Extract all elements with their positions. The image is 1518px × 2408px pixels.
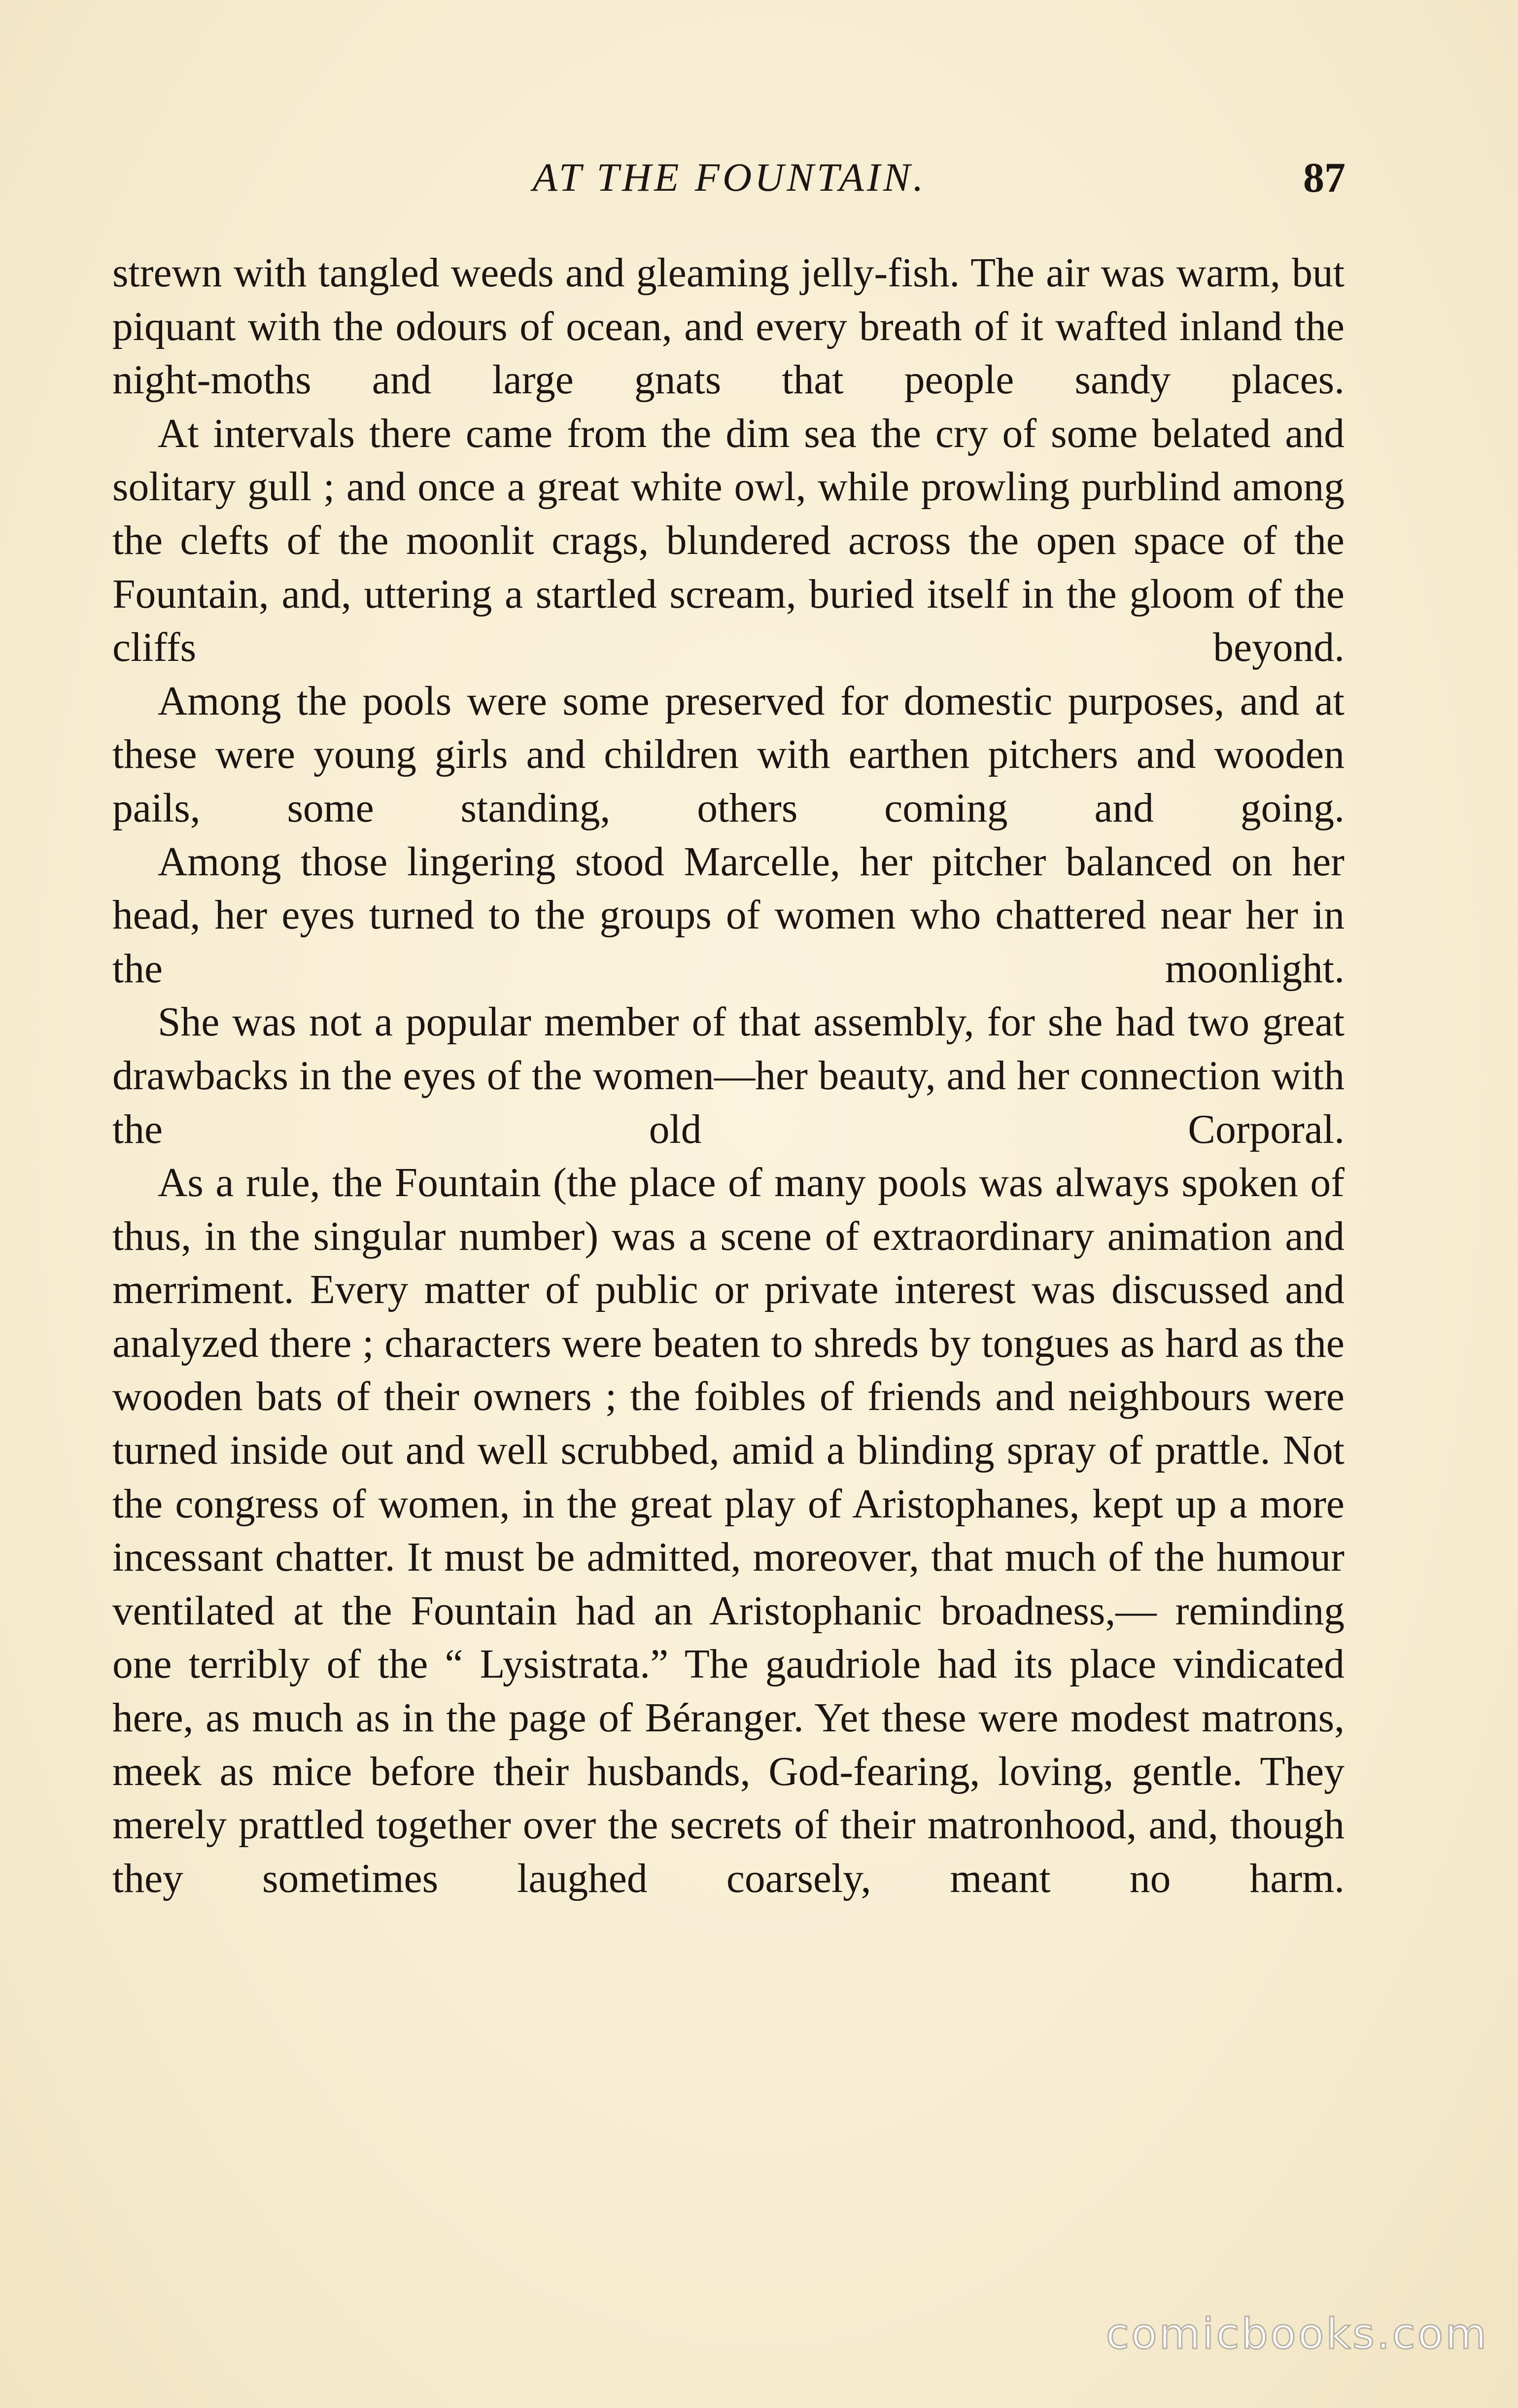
- body-text: [112, 246, 1345, 1905]
- paragraph-4: Among those lingering stood Marcelle, her pitcher balanced on her head, her eyes turned to the groups of women who chattered near her in the moonlight.: [112, 839, 1345, 992]
- site-watermark: comicbooks.com: [1105, 2309, 1488, 2359]
- paragraph-1: strewn with tangled weeds and gleaming jelly-fish. The air was warm, but piquant with the odours of ocean, and every breath of it wafted inland the night-moths and large gnats that people sandy places.: [112, 250, 1345, 403]
- paragraph-2: At intervals there came from the dim sea the cry of some belated and solitary gull ; and once a great white owl, while prowling purblind among the clefts of the moonlit crags, blundered across the open space of the Fountain, and, uttering a startled scream, buried itself in the gloom of the cliffs beyond.: [112, 411, 1345, 671]
- page-number: 87: [1303, 154, 1346, 201]
- running-head: [113, 148, 1346, 207]
- chapter-title: AT THE FOUNTAIN.: [532, 155, 927, 200]
- paragraph-6: As a rule, the Fountain (the place of many pools was always spoken of thus, in the singular number) was a scene of extraordinary animation and merriment. Every matter of public or private interest was discussed and analyzed there ; characters were beaten to shreds by tongues as hard as the wooden bats of their owners ; the foibles of friends and neighbours were turned inside out and well scrubbed, amid a blinding spray of prattle. Not the congress of women, in the great play of Aristophanes, kept up a more incessant chatter. It must be admitted, moreover, that much of the humour ventilated at the Fountain had an Aristophanic broadness,— reminding one terribly of the “ Lysistrata.” The gaudriole had its place vindicated here, as much as in the page of Béranger. Yet these were modest matrons, meek as mice before their husbands, God-fearing, loving, gentle. They merely prattled together over the secrets of their matronhood, and, though they sometimes laughed coarsely, meant no harm.: [112, 1160, 1345, 1901]
- paragraph-5: She was not a popular member of that assembly, for she had two great drawbacks in the eyes of the women—her beauty, and her connection with the old Corporal.: [112, 999, 1345, 1152]
- paragraph-3: Among the pools were some preserved for domestic purposes, and at these were young girls and children with earthen pitchers and wooden pails, some standing, others coming and going.: [112, 678, 1345, 831]
